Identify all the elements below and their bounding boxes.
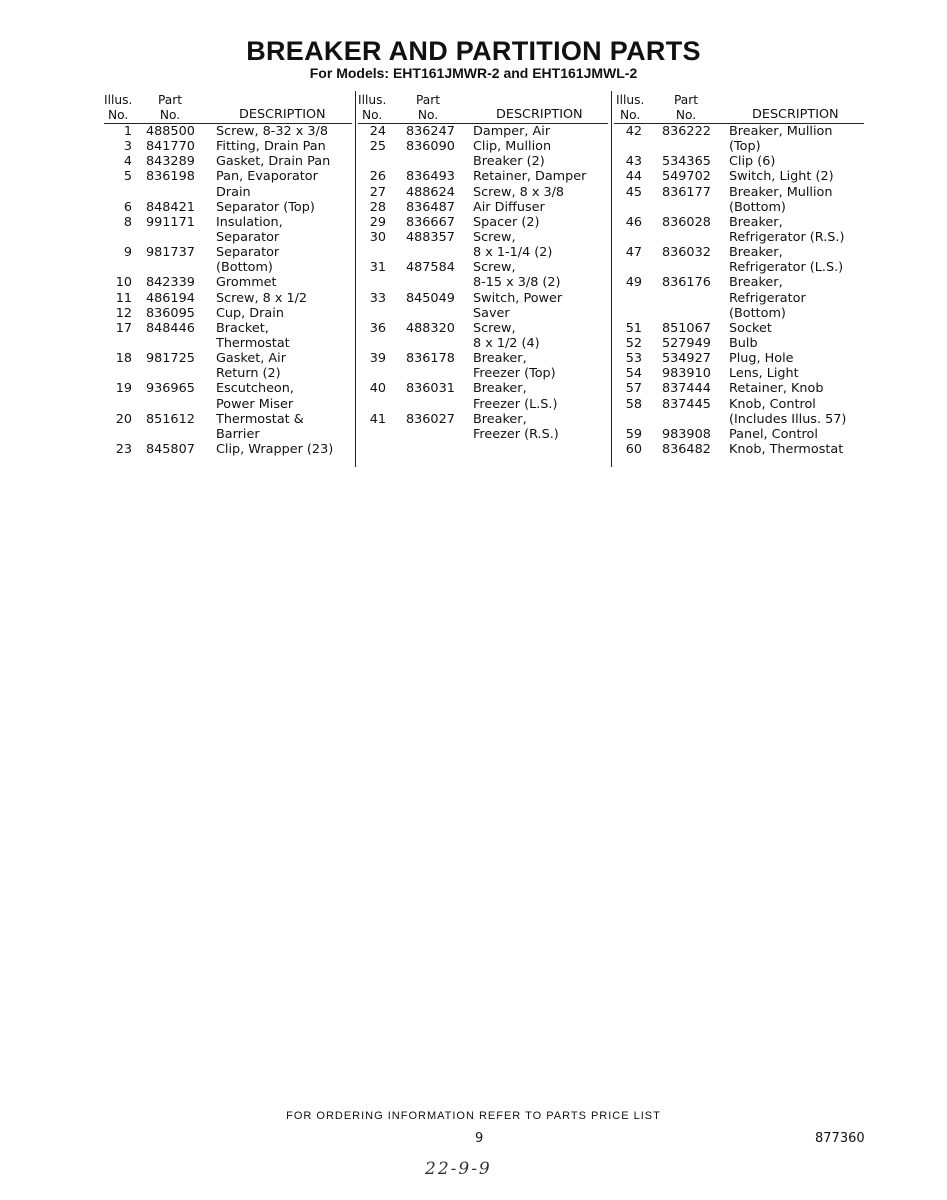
part-description: (Top) [729,139,761,155]
table-row [358,397,608,412]
part-description: (Bottom) [216,260,273,276]
part-description: Breaker, [473,411,527,427]
part-number: 983908 [662,426,711,442]
illus-number: 18 [115,351,132,367]
illus-header-line-2: No. [362,107,383,122]
illus-number: 36 [369,320,386,336]
part-number: 981737 [146,245,195,261]
table-row [614,442,864,457]
illus-number: 11 [115,290,132,306]
part-description: (Bottom) [729,305,786,321]
document-number: 877360 [815,1131,865,1146]
illus-number: 23 [115,441,132,457]
table-row [614,215,864,230]
part-description: Separator [216,229,280,245]
part-description: Insulation, [216,214,283,230]
illus-number: 53 [625,351,642,367]
part-description: Return (2) [216,366,281,382]
table-row [614,351,864,366]
part-description: Screw, [473,229,516,245]
table-row [614,260,864,275]
part-header-line-1: Part [158,93,183,107]
part-description: Thermostat & [216,411,304,427]
illus-number: 43 [625,154,642,170]
table-row [104,427,352,442]
table-row [358,124,608,139]
illus-number: 52 [625,335,642,351]
illus-number: 44 [625,169,642,185]
part-description: Separator [216,245,280,261]
page-subtitle: For Models: EHT161JMWR-2 and EHT161JMWL-2 [309,65,638,81]
part-description: Refrigerator (R.S.) [729,229,845,245]
illus-header-line-1: Illus. [358,93,387,107]
table-row [614,185,864,200]
table-row [104,306,352,321]
part-number: 842339 [146,275,195,291]
part-no-header [158,93,182,122]
table-row [614,275,864,290]
part-description: Clip (6) [729,154,776,170]
table-row [358,351,608,366]
table-row [104,260,352,275]
table-row [358,336,608,351]
table-row [358,139,608,154]
part-number: 836667 [406,214,455,230]
table-row [104,351,352,366]
part-number: 487584 [406,260,455,276]
table-row [104,154,352,169]
table-row [104,366,352,381]
table-row [358,245,608,260]
part-description: Lens, Light [729,366,799,382]
table-row [358,366,608,381]
illus-number: 33 [369,290,386,306]
part-header-line-2: No. [159,107,181,122]
part-description: 8-15 x 3/8 (2) [473,275,561,291]
part-description: Switch, Light (2) [729,169,834,185]
part-description: Saver [473,305,510,321]
table-row [614,381,864,396]
illus-number: 5 [123,169,132,185]
part-description: Thermostat [216,335,290,351]
part-number: 836095 [146,305,195,321]
part-description: Gasket, Air [216,351,286,367]
illus-number: 3 [123,139,132,155]
part-number: 848421 [146,199,195,215]
illus-number: 26 [369,169,386,185]
part-description: Breaker, [729,214,783,230]
illus-header-line-1: Illus. [616,93,645,107]
part-description: Breaker, [473,351,527,367]
illus-header-line-2: No. [108,107,129,122]
illus-number: 28 [369,199,386,215]
illus-number: 40 [369,381,386,397]
illus-number: 41 [369,411,386,427]
illus-number: 54 [625,366,642,382]
part-description: Separator (Top) [216,199,315,215]
part-number: 837445 [662,396,711,412]
part-description: Breaker, Mullion [729,184,833,200]
illus-number: 59 [625,426,642,442]
illus-number: 20 [115,411,132,427]
part-number: 836247 [406,124,455,139]
part-description: Freezer (R.S.) [473,426,559,442]
table-row [614,291,864,306]
table-row [104,275,352,290]
illus-number: 10 [115,275,132,291]
column-header [614,93,864,124]
table-row [614,154,864,169]
part-description: Socket [729,320,772,336]
illus-number: 42 [625,124,642,139]
column-divider [355,91,356,467]
part-description: Freezer (Top) [473,366,556,382]
part-number: 486194 [146,290,195,306]
table-row [104,215,352,230]
table-row [104,321,352,336]
table-row [358,230,608,245]
part-description: Fitting, Drain Pan [216,139,326,155]
part-number: 848446 [146,320,195,336]
illus-number: 4 [123,154,132,170]
table-row [614,427,864,442]
table-row [358,275,608,290]
table-row [358,412,608,427]
part-description: Freezer (L.S.) [473,396,558,412]
column-header [104,93,352,124]
part-number: 836177 [662,184,711,200]
part-description: Drain [216,184,251,200]
part-description: Breaker, [729,275,783,291]
illus-number: 46 [625,214,642,230]
part-number: 845049 [406,290,455,306]
part-description: Grommet [216,275,277,291]
table-row [358,200,608,215]
part-description: Clip, Wrapper (23) [216,441,334,457]
table-row [614,397,864,412]
part-description: Panel, Control [729,426,818,442]
part-number: 488500 [146,124,195,139]
part-number: 936965 [146,381,195,397]
part-no-header [674,93,698,122]
part-number: 836031 [406,381,455,397]
illus-number: 45 [625,184,642,200]
part-description: Screw, 8 x 1/2 [216,290,308,306]
part-number: 836198 [146,169,195,185]
part-no-header [416,93,440,122]
table-row [358,321,608,336]
illus-number: 57 [625,381,642,397]
part-description: Air Diffuser [473,199,545,215]
table-row [614,366,864,381]
parts-column-3 [614,93,864,457]
table-row [104,336,352,351]
part-description: Knob, Control [729,396,816,412]
part-number: 845807 [146,441,195,457]
illus-number: 31 [369,260,386,276]
part-description: Refrigerator (L.S.) [729,260,844,276]
table-row [104,230,352,245]
description-header: DESCRIPTION [752,106,839,122]
part-number: 836176 [662,275,711,291]
part-header-line-2: No. [417,107,439,122]
table-row [614,200,864,215]
parts-column-1 [104,93,352,457]
page-title: BREAKER AND PARTITION PARTS [246,36,701,66]
part-description: Bulb [729,335,758,351]
part-description: Refrigerator [729,290,806,306]
part-description: Screw, 8 x 3/8 [473,184,565,200]
table-row [104,442,352,457]
part-description: Power Miser [216,396,294,412]
part-number: 836027 [406,411,455,427]
part-number: 837444 [662,381,711,397]
description-header: DESCRIPTION [239,106,326,122]
illus-number: 9 [123,245,132,261]
table-row [358,427,608,442]
table-row [614,230,864,245]
column-header [358,93,608,124]
part-description: Breaker, [473,381,527,397]
illus-no-header [616,93,644,122]
table-row [104,169,352,184]
illus-no-header [358,93,386,122]
table-row [614,321,864,336]
table-row [104,412,352,427]
table-row [614,139,864,154]
illus-number: 8 [123,214,132,230]
part-number: 488357 [406,229,455,245]
part-description: Bracket, [216,320,269,336]
illus-number: 24 [369,124,386,139]
part-number: 534927 [662,351,711,367]
part-description: Plug, Hole [729,351,794,367]
part-number: 843289 [146,154,195,170]
table-row [614,336,864,351]
illus-header-line-2: No. [620,107,641,122]
part-number: 836482 [662,441,711,457]
part-description: Escutcheon, [216,381,294,397]
part-number: 836493 [406,169,455,185]
table-row [614,169,864,184]
column-divider [611,91,612,467]
part-description: Knob, Thermostat [729,441,844,457]
illus-header-line-1: Illus. [104,93,133,107]
table-row [614,412,864,427]
table-row [614,124,864,139]
part-number: 851067 [662,320,711,336]
parts-column-2 [358,93,608,442]
part-description: Gasket, Drain Pan [216,154,331,170]
page-number: 9 [475,1131,484,1146]
part-description: Screw, [473,320,516,336]
table-row [358,381,608,396]
part-number: 836178 [406,351,455,367]
illus-number: 51 [625,320,642,336]
table-row [104,200,352,215]
part-header-line-1: Part [674,93,699,107]
part-description: Spacer (2) [473,214,540,230]
table-row [358,169,608,184]
part-description: Pan, Evaporator [216,169,318,185]
illus-number: 49 [625,275,642,291]
part-description: Barrier [216,426,260,442]
table-row [104,245,352,260]
part-description: Breaker, [729,245,783,261]
ordering-info-footer: FOR ORDERING INFORMATION REFER TO PARTS PRICE LIST [286,1110,661,1122]
illus-number: 58 [625,396,642,412]
part-description: (Includes Illus. 57) [729,411,847,427]
table-row [614,245,864,260]
illus-number: 30 [369,229,386,245]
table-row [104,381,352,396]
illus-no-header [104,93,132,122]
illus-number: 47 [625,245,642,261]
part-number: 983910 [662,366,711,382]
table-row [104,397,352,412]
part-description: Screw, 8-32 x 3/8 [216,124,328,139]
part-description: Screw, [473,260,516,276]
illus-number: 39 [369,351,386,367]
illus-number: 12 [115,305,132,321]
part-description: Damper, Air [473,124,551,139]
part-description: Breaker, Mullion [729,124,833,139]
table-row [104,291,352,306]
part-description: (Bottom) [729,199,786,215]
part-number: 981725 [146,351,195,367]
table-row [358,260,608,275]
part-description: Retainer, Damper [473,169,587,185]
part-number: 836028 [662,214,711,230]
table-row [104,185,352,200]
description-header: DESCRIPTION [496,106,583,122]
part-header-line-2: No. [675,107,697,122]
illus-number: 25 [369,139,386,155]
part-number: 851612 [146,411,195,427]
part-number: 836222 [662,124,711,139]
part-number: 527949 [662,335,711,351]
table-row [358,215,608,230]
part-header-line-1: Part [416,93,441,107]
part-number: 841770 [146,139,195,155]
part-number: 836032 [662,245,711,261]
part-number: 836090 [406,139,455,155]
part-description: Retainer, Knob [729,381,824,397]
illus-number: 1 [123,124,132,139]
table-row [358,185,608,200]
part-description: 8 x 1-1/4 (2) [473,245,553,261]
part-number: 488624 [406,184,455,200]
table-row [614,306,864,321]
part-number: 549702 [662,169,711,185]
table-row [358,291,608,306]
illus-number: 60 [625,441,642,457]
illus-number: 19 [115,381,132,397]
illus-number: 17 [115,320,132,336]
part-description: Switch, Power [473,290,563,306]
part-description: Cup, Drain [216,305,284,321]
table-row [358,154,608,169]
handwritten-note: 22-9-9 [425,1159,492,1179]
part-description: Breaker (2) [473,154,545,170]
part-description: 8 x 1/2 (4) [473,335,540,351]
table-row [104,124,352,139]
part-number: 534365 [662,154,711,170]
table-row [358,306,608,321]
part-number: 488320 [406,320,455,336]
illus-number: 6 [123,199,132,215]
part-number: 991171 [146,214,195,230]
part-description: Clip, Mullion [473,139,552,155]
illus-number: 27 [369,184,386,200]
illus-number: 29 [369,214,386,230]
part-number: 836487 [406,199,455,215]
table-row [104,139,352,154]
